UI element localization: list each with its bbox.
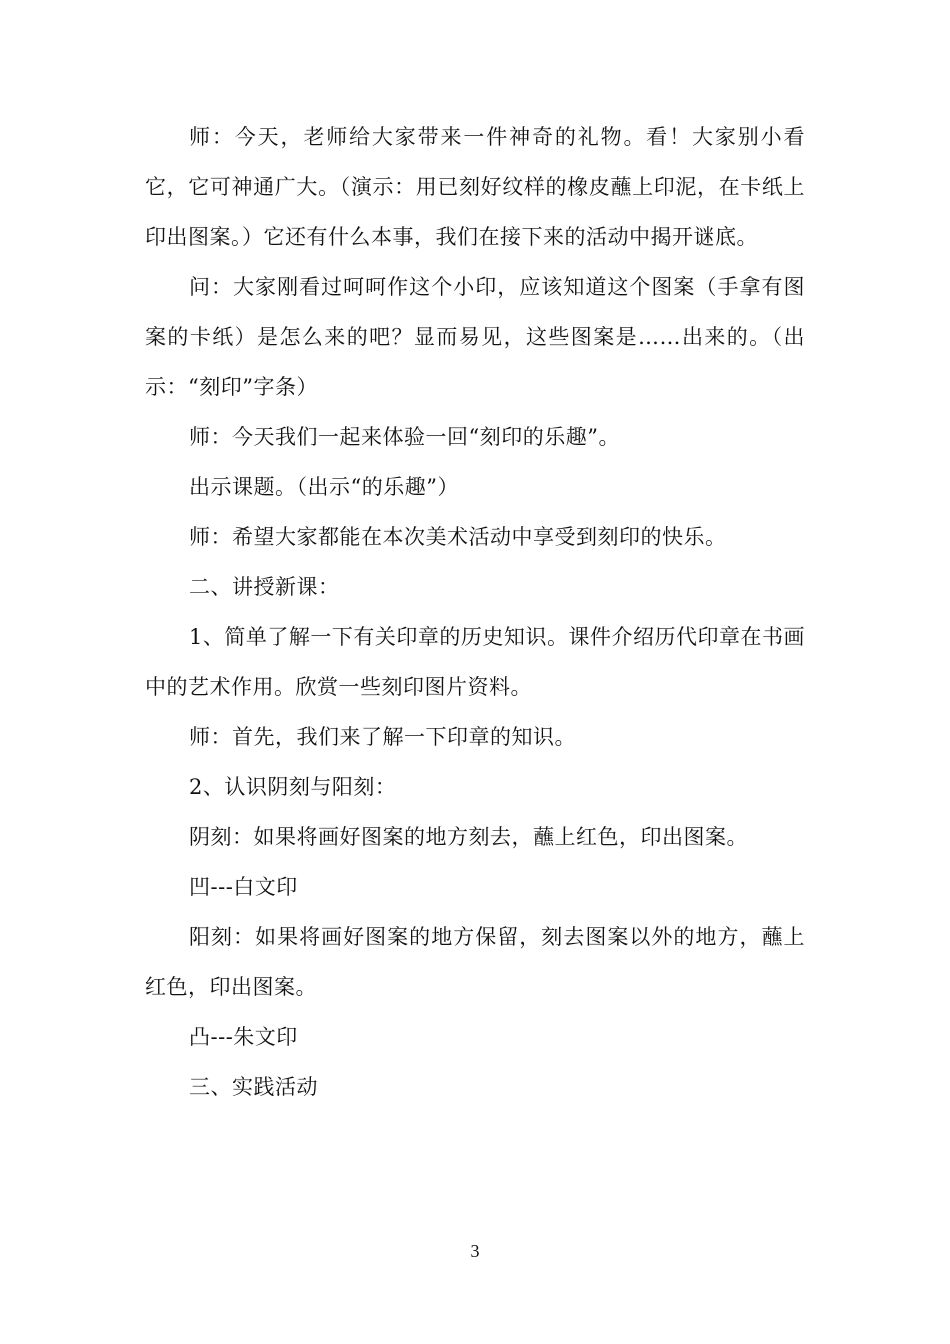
paragraph-show-title: 出示课题。（出示“的乐趣”） <box>189 475 459 499</box>
document-body <box>145 112 805 1112</box>
paragraph-seal-knowledge: 师：首先，我们来了解一下印章的知识。 <box>189 725 576 749</box>
paragraph-yin-yang-carving: 2、认识阴刻与阳刻： <box>189 775 397 799</box>
page-number: 3 <box>470 1241 480 1261</box>
paragraph-yang-carving: 阳刻：如果将画好图案的地方保留，刻去图案以外的地方，蘸上红色，印出图案。 <box>145 925 805 999</box>
paragraph-seal-history: 1、简单了解一下有关印章的历史知识。课件介绍历代印章在书画中的艺术作用。欣赏一些刻印图片资料。 <box>145 625 805 699</box>
paragraph-white-seal: 凹---白文印 <box>189 875 298 899</box>
paragraph-hope-enjoy: 师：希望大家都能在本次美术活动中享受到刻印的快乐。 <box>189 525 727 549</box>
section-heading-practice: 三、实践活动 <box>189 1075 318 1099</box>
paragraph-experience-fun: 师：今天我们一起来体验一回“刻印的乐趣”。 <box>189 425 620 449</box>
paragraph-yin-carving: 阴刻：如果将画好图案的地方刻去，蘸上红色，印出图案。 <box>189 825 748 849</box>
paragraph-question-pattern: 问：大家刚看过呵呵作这个小印，应该知道这个图案（手拿有图案的卡纸）是怎么来的吧？显而易见，这些图案是……出来的。（出示：“刻印”字条） <box>145 275 805 399</box>
paragraph-red-seal: 凸---朱文印 <box>189 1025 298 1049</box>
paragraph-teacher-gift: 师：今天，老师给大家带来一件神奇的礼物。看！大家别小看它，它可神通广大。（演示：用已刻好纹样的橡皮蘸上印泥，在卡纸上印出图案。）它还有什么本事，我们在接下来的活动中揭开谜底。 <box>145 125 805 249</box>
section-heading-new-lesson: 二、讲授新课： <box>189 575 340 599</box>
